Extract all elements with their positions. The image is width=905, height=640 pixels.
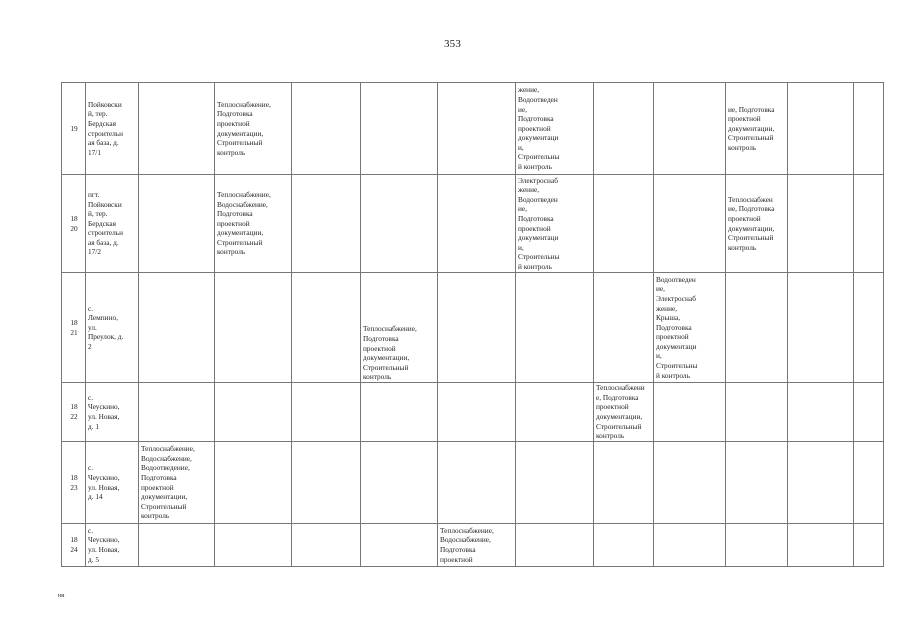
work-cell: [292, 383, 361, 442]
work-cell: [292, 175, 361, 273]
work-cell: [438, 83, 516, 175]
footer-mark: ни: [58, 593, 65, 599]
work-cell: Теплоснабжени е, Подготовка проектной документации, Строительный контроль: [594, 383, 654, 442]
work-cell: [654, 175, 726, 273]
work-cell: [726, 383, 788, 442]
work-cell: [726, 524, 788, 567]
work-cell: [594, 524, 654, 567]
work-cell: [361, 442, 438, 524]
address-cell: с. Чеускино, ул. Новая, д. 14: [86, 442, 139, 524]
table-row: [62, 273, 884, 383]
work-cell: [215, 442, 292, 524]
work-cell: [654, 442, 726, 524]
table-row: [62, 175, 884, 273]
work-cell: [438, 175, 516, 273]
work-cell: [516, 273, 594, 383]
work-cell: [788, 383, 854, 442]
work-cell: [788, 273, 854, 383]
table-row: [62, 83, 884, 175]
work-cell: [438, 273, 516, 383]
work-cell: [654, 383, 726, 442]
work-cell: [139, 273, 215, 383]
work-cell: ие, Подготовка проектной документации, Строительный контроль: [726, 83, 788, 175]
row-number-cell: 18 21: [62, 273, 86, 383]
work-cell: [854, 524, 884, 567]
work-cell: [292, 83, 361, 175]
work-cell: жение, Водоотведен ие, Подготовка проектной документаци и, Строительны й контроль: [516, 83, 594, 175]
work-cell: Теплоснабжение, Подготовка проектной документации, Строительный контроль: [361, 273, 438, 383]
row-number-cell: 18 23: [62, 442, 86, 524]
table-row: [62, 524, 884, 567]
work-cell: [726, 273, 788, 383]
work-cell: [361, 175, 438, 273]
work-cell: Теплоснабжен ие, Подготовка проектной документации, Строительный контроль: [726, 175, 788, 273]
address-cell: пгт. Пойковски й, тер. Бердская строительн ая база, д. 17/2: [86, 175, 139, 273]
work-cell: [292, 273, 361, 383]
row-number-cell: 18 22: [62, 383, 86, 442]
work-cell: [292, 524, 361, 567]
address-cell: с. Лемпино, ул. Преулок, д. 2: [86, 273, 139, 383]
work-cell: [854, 273, 884, 383]
work-cell: Водоотведен ие, Электроснаб жение, Крыша, Подготовка проектной документаци и, Строительны й контроль: [654, 273, 726, 383]
work-cell: [788, 524, 854, 567]
work-cell: [215, 383, 292, 442]
work-cell: [361, 83, 438, 175]
repair-schedule-table: [61, 82, 884, 567]
work-cell: [516, 383, 594, 442]
work-cell: [215, 273, 292, 383]
row-number-cell: 18 24: [62, 524, 86, 567]
address-cell: с. Чеускино, ул. Новая, д. 1: [86, 383, 139, 442]
table-row: [62, 442, 884, 524]
row-number-cell: 19: [62, 83, 86, 175]
work-cell: [788, 175, 854, 273]
work-cell: [516, 442, 594, 524]
work-cell: [594, 273, 654, 383]
address-cell: с. Чеускино, ул. Новая, д. 5: [86, 524, 139, 567]
work-cell: [139, 524, 215, 567]
work-cell: [361, 524, 438, 567]
work-cell: [139, 83, 215, 175]
table-row: [62, 383, 884, 442]
work-cell: [594, 83, 654, 175]
work-cell: [438, 383, 516, 442]
work-cell: Теплоснабжение, Подготовка проектной документации, Строительный контроль: [215, 83, 292, 175]
work-cell: [438, 442, 516, 524]
work-cell: [854, 383, 884, 442]
work-cell: Теплоснабжение, Водоснабжение, Водоотведение, Подготовка проектной документации, Строительный контроль: [139, 442, 215, 524]
work-cell: [854, 83, 884, 175]
work-cell: [292, 442, 361, 524]
work-cell: [726, 442, 788, 524]
work-cell: [854, 175, 884, 273]
work-cell: [854, 442, 884, 524]
work-cell: [788, 83, 854, 175]
work-cell: [594, 442, 654, 524]
work-cell: [516, 524, 594, 567]
work-cell: [594, 175, 654, 273]
page-number: 353: [443, 38, 462, 50]
row-number-cell: 18 20: [62, 175, 86, 273]
work-cell: Теплоснабжение, Водоснабжение, Подготовка проектной документации, Строительный контроль: [215, 175, 292, 273]
work-cell: [215, 524, 292, 567]
work-cell: [139, 175, 215, 273]
work-cell: Теплоснабжение, Водоснабжение, Подготовка проектной: [438, 524, 516, 567]
address-cell: Пойковски й, тер. Бердская строительн ая база, д. 17/1: [86, 83, 139, 175]
work-cell: Электроснаб жение, Водоотведен ие, Подготовка проектной документаци и, Строительны й контроль: [516, 175, 594, 273]
work-cell: [139, 383, 215, 442]
work-cell: [654, 83, 726, 175]
work-cell: [654, 524, 726, 567]
work-cell: [361, 383, 438, 442]
work-cell: [788, 442, 854, 524]
